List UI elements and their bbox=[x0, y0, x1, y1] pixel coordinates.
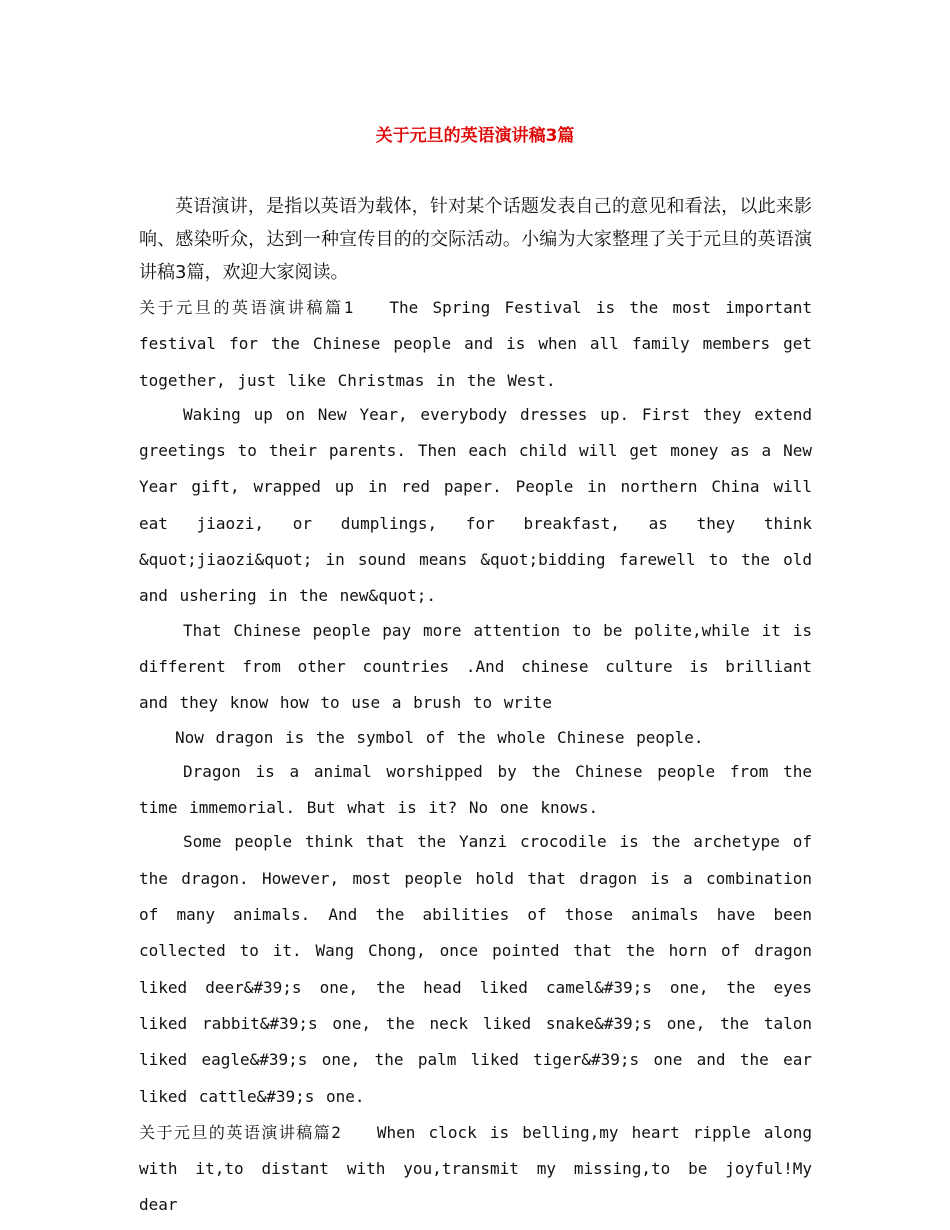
intro-paragraph: 英语演讲，是指以英语为载体，针对某个话题发表自己的意见和看法，以此来影响、感染听众，达到一种宣传目的的交际活动。小编为大家整理了关于元旦的英语演讲稿3篇，欢迎大家阅读。 bbox=[139, 196, 812, 283]
section1-paragraph-5: Dragon is a animal worshipped by the Chinese people from the time immemorial. But what is it? No one knows. bbox=[139, 761, 812, 818]
section1-paragraph-3: That Chinese people pay more attention to be polite,while it is different from other countries .And chinese culture is brilliant and they know how to use a brush to write bbox=[139, 620, 812, 713]
section1-heading: 关于元旦的英语演讲稿篇1 bbox=[139, 298, 354, 317]
section1-paragraph-1: The Spring Festival is the most important festival for the Chinese people and is when all family members get together, just like Christmas in the West. bbox=[139, 298, 812, 390]
section2-paragraph-1: When clock is belling,my heart ripple along with it,to distant with you,transmit my missing,to be joyful!My dear bbox=[139, 1122, 812, 1215]
section1-paragraph-2: Waking up on New Year, everybody dresses up. First they extend greetings to their parents. Then each child will get money as a New Year gift, wrapped up in red paper. People in northern China will eat jiaozi, or dumplings, for breakfast, as they think &quot;jiaozi&quot; in sound means &quot;bidding farewell to the old and ushering in the new&quot;. bbox=[139, 404, 812, 606]
document-title: 关于元旦的英语演讲稿3篇 bbox=[375, 126, 575, 146]
section2-heading: 关于元旦的英语演讲稿篇2 bbox=[139, 1122, 341, 1142]
section2-first-paragraph bbox=[139, 1115, 812, 1224]
section1-paragraph-4: Now dragon is the symbol of the whole Chinese people. bbox=[175, 727, 704, 747]
section1-paragraph-6: Some people think that the Yanzi crocodile is the archetype of the dragon. However, most people hold that dragon is a combination of many animals. And the abilities of those animals have been collected to it. Wang Chong, once pointed that the horn of dragon liked deer&#39;s one, the head liked camel&#39;s one, the eyes liked rabbit&#39;s one, the neck liked snake&#39;s one, the talon liked eagle&#39;s one, the palm liked tiger&#39;s one and the ear liked cattle&#39;s one. bbox=[139, 832, 812, 1106]
section1-first-paragraph bbox=[139, 290, 812, 399]
document-body bbox=[139, 190, 812, 1224]
